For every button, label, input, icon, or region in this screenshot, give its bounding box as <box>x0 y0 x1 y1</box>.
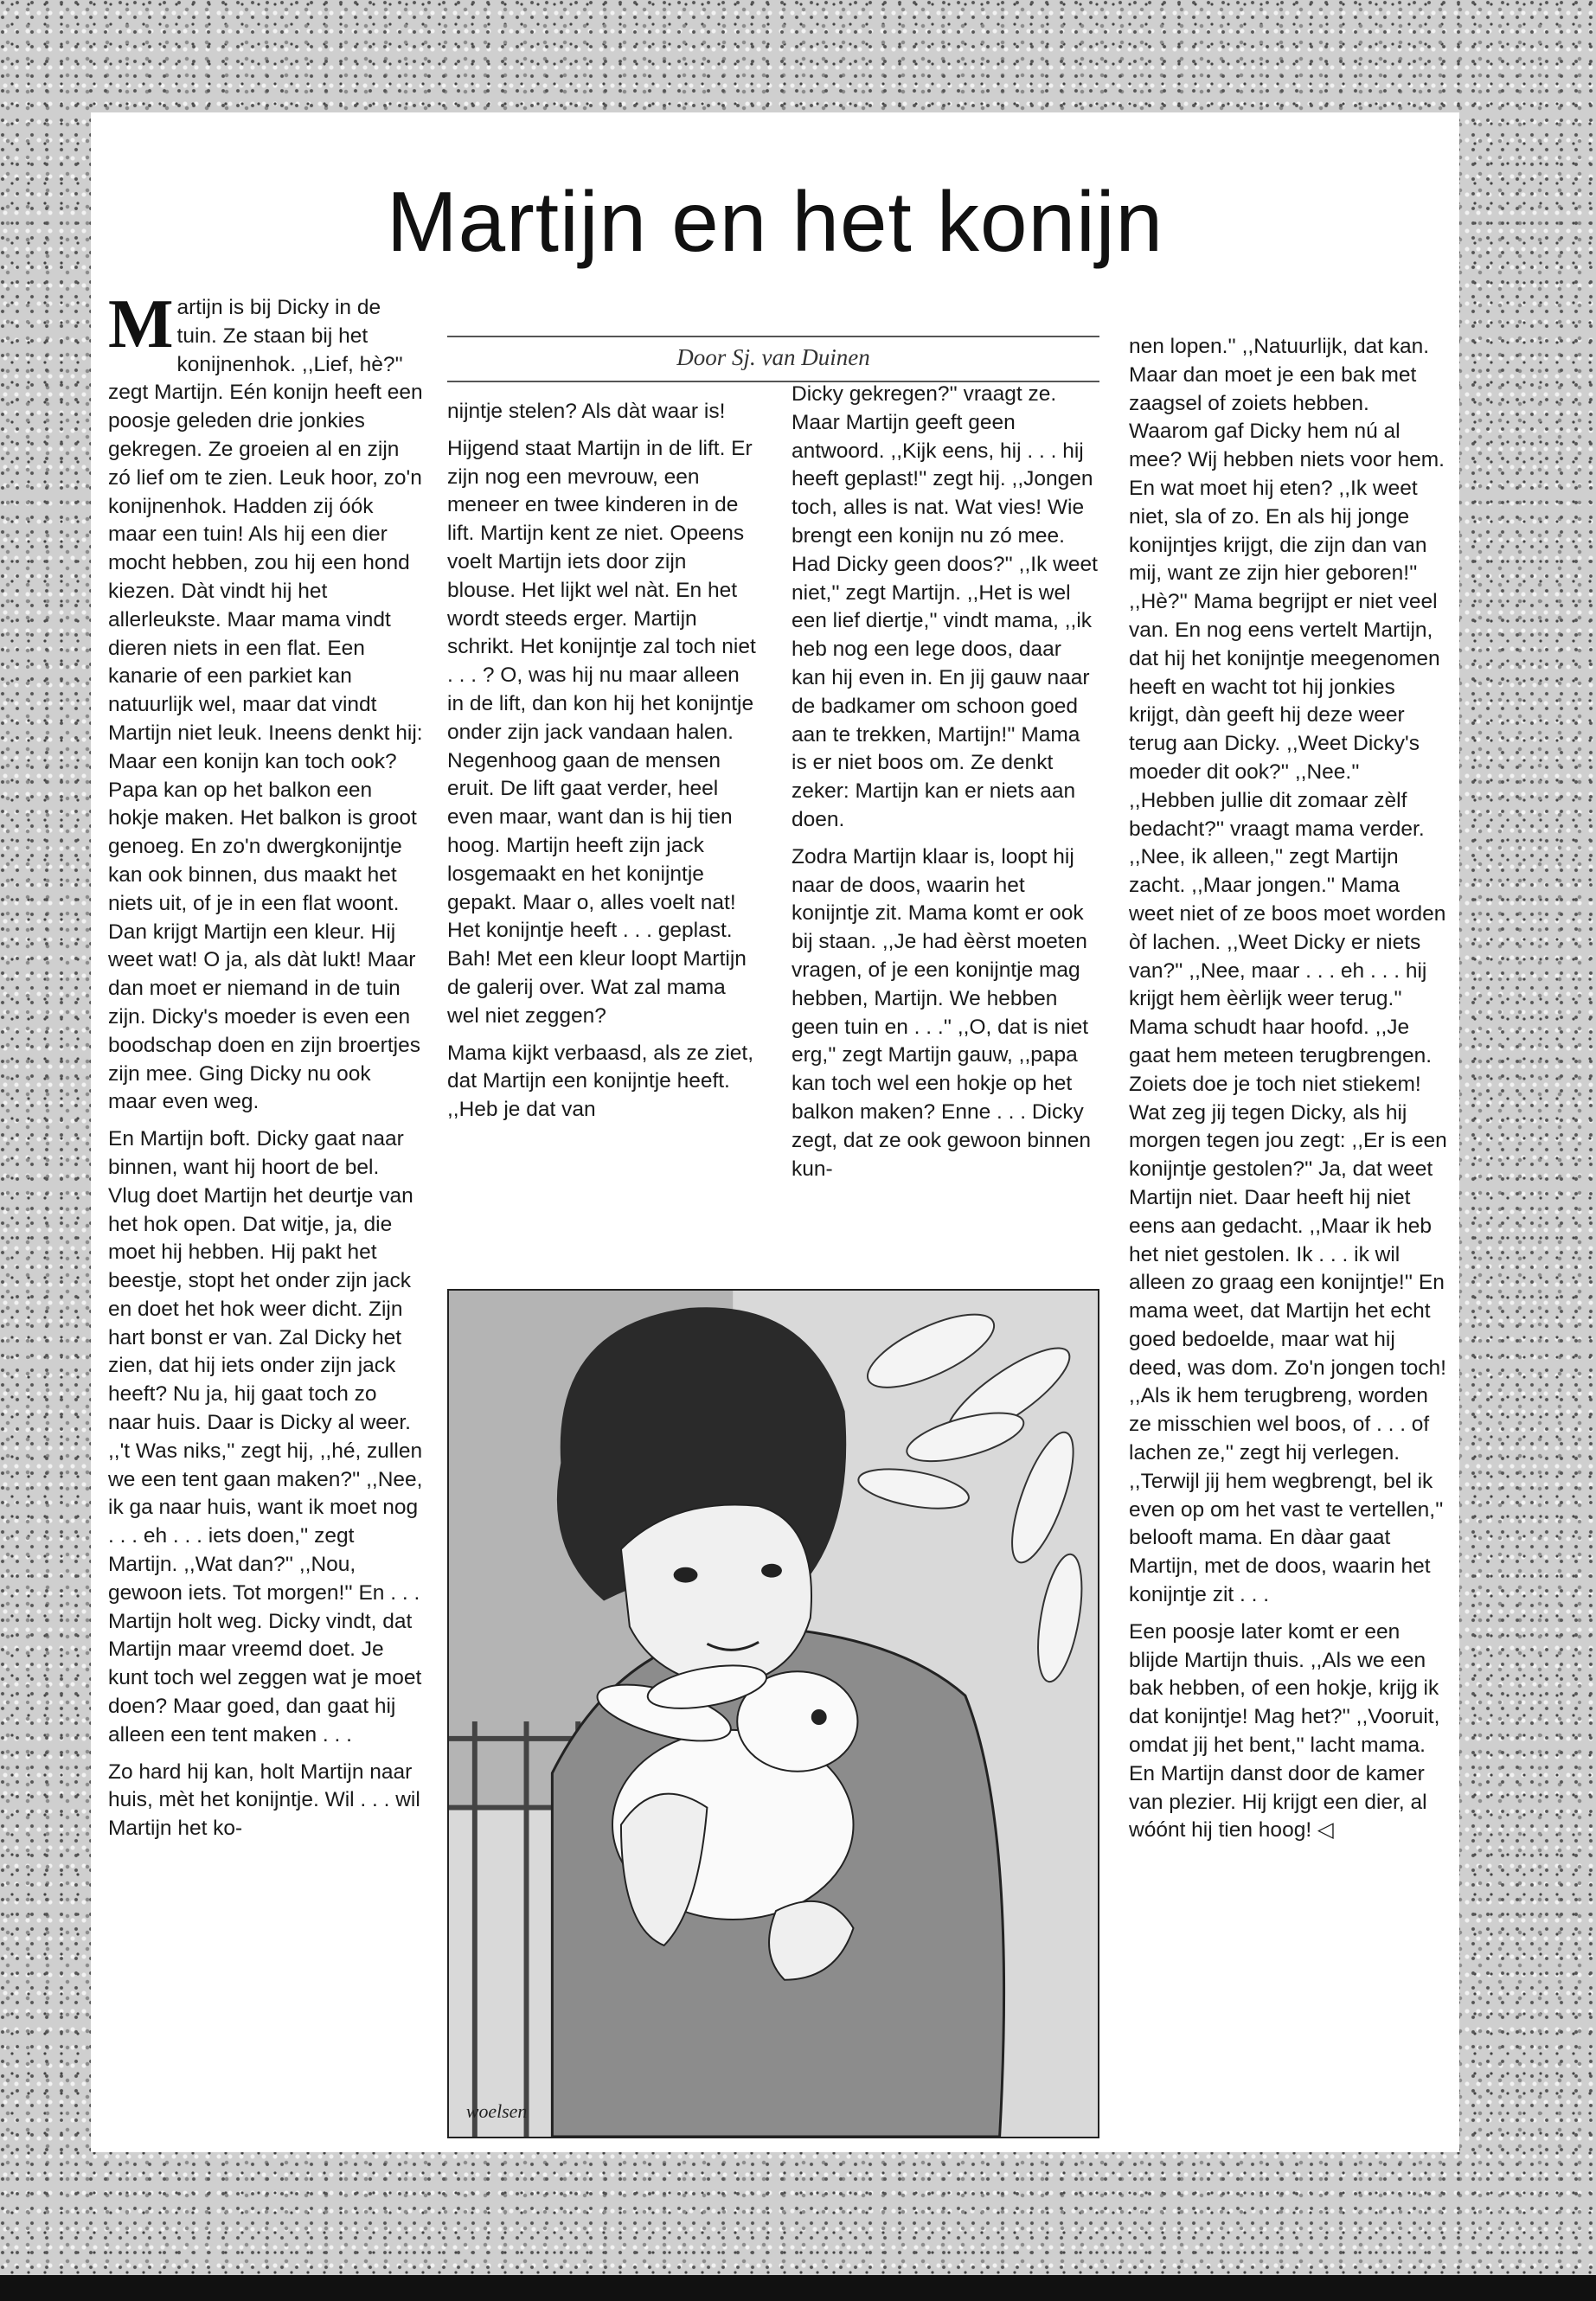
text-column-4 <box>1129 333 1449 1854</box>
paragraph: En Martijn boft. Dicky gaat naar binnen, want hij hoort de bel. Vlug doet Martijn het deurtje van het hok open. Dat witje, ja, die moet hij hebben. Hij pakt het beestje, stopt het onder zijn jack en doet het hok weer dicht. Zijn hart bonst er van. Zal Dicky het zien, dat hij iets onder zijn jack heeft? Nu ja, hij gaat toch zo naar huis. Daar is Dicky al weer. ,,'t Was niks,'' zegt hij, ,,hé, zullen we een tent gaan maken?'' ,,Nee, ik ga naar huis, want ik moet nog . . . eh . . . iets doen,'' zegt Martijn. ,,Wat dan?'' ,,Nou, gewoon iets. Tot morgen!'' En . . . Martijn holt weg. Dicky vindt, dat Martijn maar vreemd doet. Je kunt toch wel zeggen wat je moet doen? Maar goed, dan gaat hij alleen een tent maken . . . <box>108 1127 423 1747</box>
paragraph: nijntje stelen? Als dàt waar is! <box>447 400 726 423</box>
drop-cap: M <box>108 286 174 362</box>
paragraph-text: artijn is bij Dicky in de tuin. Ze staan bij het konijnenhok. ,,Lief, hè?'' zegt Martijn. Eén konijn heeft een poosje geleden drie jonkies gekregen. Ze groeien al en zijn zó lief om te zien. Leuk hoor, zo'n konijnenhok. Hadden zij óók maar een tuin! Als hij een dier mocht hebben, zou hij een hond kiezen. Dàt vindt hij het allerleukste. Maar mama vindt dieren niets in een flat. Een kanarie of een parkiet kan natuurlijk wel, maar dat vindt Martijn niet leuk. Ineens denkt hij: Maar een konijn kan toch ook? Papa kan op het balkon een hokje maken. Het balkon is groot genoeg. En zo'n dwergkonijntje kan ook binnen, dus maakt het niets uit, of je in een flat woont. Dan krijgt Martijn een kleur. Hij weet wat! O ja, als dàt lukt! Maar dan moet er niemand in de tuin zijn. Dicky's moeder is even een boodschap doen en zijn broertjes zijn mee. Ging Dicky nu ook maar even weg. <box>108 296 423 1114</box>
paragraph: Zodra Martijn klaar is, loopt hij naar de doos, waarin het konijntje zit. Mama komt er ook bij staan. ,,Je had èèrst moeten vragen, of je een konijntje mag hebben, Martijn. We hebben geen tuin en . . .'' ,,O, dat is niet erg,'' zegt Martijn gauw, ,,papa kan toch wel een hokje op het balkon maken? Enne . . . Dicky zegt, dat ze ook gewoon binnen kun- <box>792 844 1091 1181</box>
text-column-1 <box>108 286 424 1852</box>
paragraph: Zo hard hij kan, holt Martijn naar huis, mèt het konijntje. Wil . . . wil Martijn het ko- <box>108 1759 420 1841</box>
paragraph: Mama kijkt verbaasd, als ze ziet, dat Martijn een konijntje heeft. ,,Heb je dat van <box>447 1041 754 1122</box>
bottom-border-bar <box>0 2275 1596 2301</box>
paragraph: nen lopen.'' ,,Natuurlijk, dat kan. Maar dan moet je een bak met zaagsel of zoiets hebben. Waarom gaf Dicky hem nú al mee? Wij hebben niets voor hem. En wat moet hij eten? ,,Ik weet niet, sla of zo. En als hij jonge konijntjes krijgt, die zijn dan van mij, want ze zijn hier geboren!'' ,,Hè?'' Mama begrijpt er niet veel van. En nog eens vertelt Martijn, dat hij het konijntje meegenomen heeft en wacht tot hij jonkies krijgt, dàn geeft hij deze weer terug aan Dicky. ,,Weet Dicky's moeder dit ook?'' ,,Nee.'' ,,Hebben jullie dit zomaar zèlf bedacht?'' vraagt mama verder. ,,Nee, ik alleen,'' zegt Martijn zacht. ,,Maar jongen.'' Mama weet niet of ze boos moet worden òf lachen. ,,Weet Dicky er niets van?'' ,,Nee, maar . . . eh . . . hij krijgt hem èèrlijk weer terug.'' Mama schudt haar hoofd. ,,Je gaat hem meteen terugbrengen. Zoiets doe je toch niet stiekem! Wat zeg jij tegen Dicky, als hij morgen tegen jou zegt: ,,Er is een konijntje gestolen?'' Ja, dat weet Martijn niet. Daar heeft hij niet eens aan gedacht. ,,Maar ik heb het niet gestolen. Ik . . . ik wil alleen zo graag een konijntje!'' En mama weet, dat Martijn het echt goed bedoelde, maar wat hij deed, was dom. Zo'n jongen toch! ,,Als ik hem terugbreng, worden ze misschien wel boos, of . . . of lachen ze,'' zegt hij verlegen. ,,Terwijl jij hem wegbrengt, bel ik even op om het vast te vertellen,'' belooft mama. En dàar gaat Martijn, met de doos, waarin het konijntje zit . . . <box>1129 335 1447 1607</box>
magazine-page <box>91 112 1459 2152</box>
paragraph: Een poosje later komt er een blijde Martijn thuis. ,,Als we een bak hebben, of een hokje, krijg ik dat konijntje! Mag het?'' ,,Vooruit, omdat jij het bent,'' lacht mama. En Martijn danst door de kamer van plezier. Hij krijgt een dier, al wóónt hij tien hoog! ◁ <box>1129 1619 1440 1843</box>
paragraph: Hijgend staat Martijn in de lift. Er zijn nog een mevrouw, een meneer en twee kinderen in de lift. Martijn kent ze niet. Opeens voelt Martijn iets door zijn blouse. Het lijkt wel nàt. En het wordt steeds erger. Martijn schrikt. Het konijntje zal toch niet . . . ? O, was hij nu maar alleen in de lift, dan kon hij het konijntje onder zijn jack vandaan halen. Negenhoog gaan de mensen eruit. De lift gaat verder, heel even maar, want dan is hij tien hoog. Martijn heeft zijn jack losgemaakt en het konijntje gepakt. Maar o, alles voelt nat! Het konijntje heeft . . . geplast. Bah! Met een kleur loopt Martijn de galerij over. Wat zal mama wel niet zeggen? <box>447 436 756 1028</box>
paragraph <box>108 286 424 1117</box>
illustration-signature: woelsen <box>465 2100 528 2123</box>
article-title: Martijn en het konijn <box>386 174 1164 269</box>
text-column-3 <box>792 381 1099 1192</box>
text-column-2 <box>447 398 757 1133</box>
boy-with-rabbit-illustration <box>447 1289 1099 2138</box>
paragraph: Dicky gekregen?'' vraagt ze. Maar Martijn geeft geen antwoord. ,,Kijk eens, hij . . . hij heeft geplast!'' zegt hij. ,,Jongen toch, alles is nat. Wat vies! Wie brengt een konijn nu zó mee. Had Dicky geen doos?'' ,,Ik weet niet,'' zegt Martijn. ,,Het is wel een lief diertje,'' vindt mama, ,,ik heb nog een lege doos, daar kan hij even in. En jij gauw naar de badkamer om schoon goed aan te trekken, Martijn!'' Mama is er niet boos om. Ze denkt zeker: Martijn kan er niets aan doen. <box>792 382 1098 831</box>
byline-rule-box <box>447 336 1099 382</box>
byline: Door Sj. van Duinen <box>676 344 870 370</box>
illustration-drawing <box>449 1291 1098 2137</box>
